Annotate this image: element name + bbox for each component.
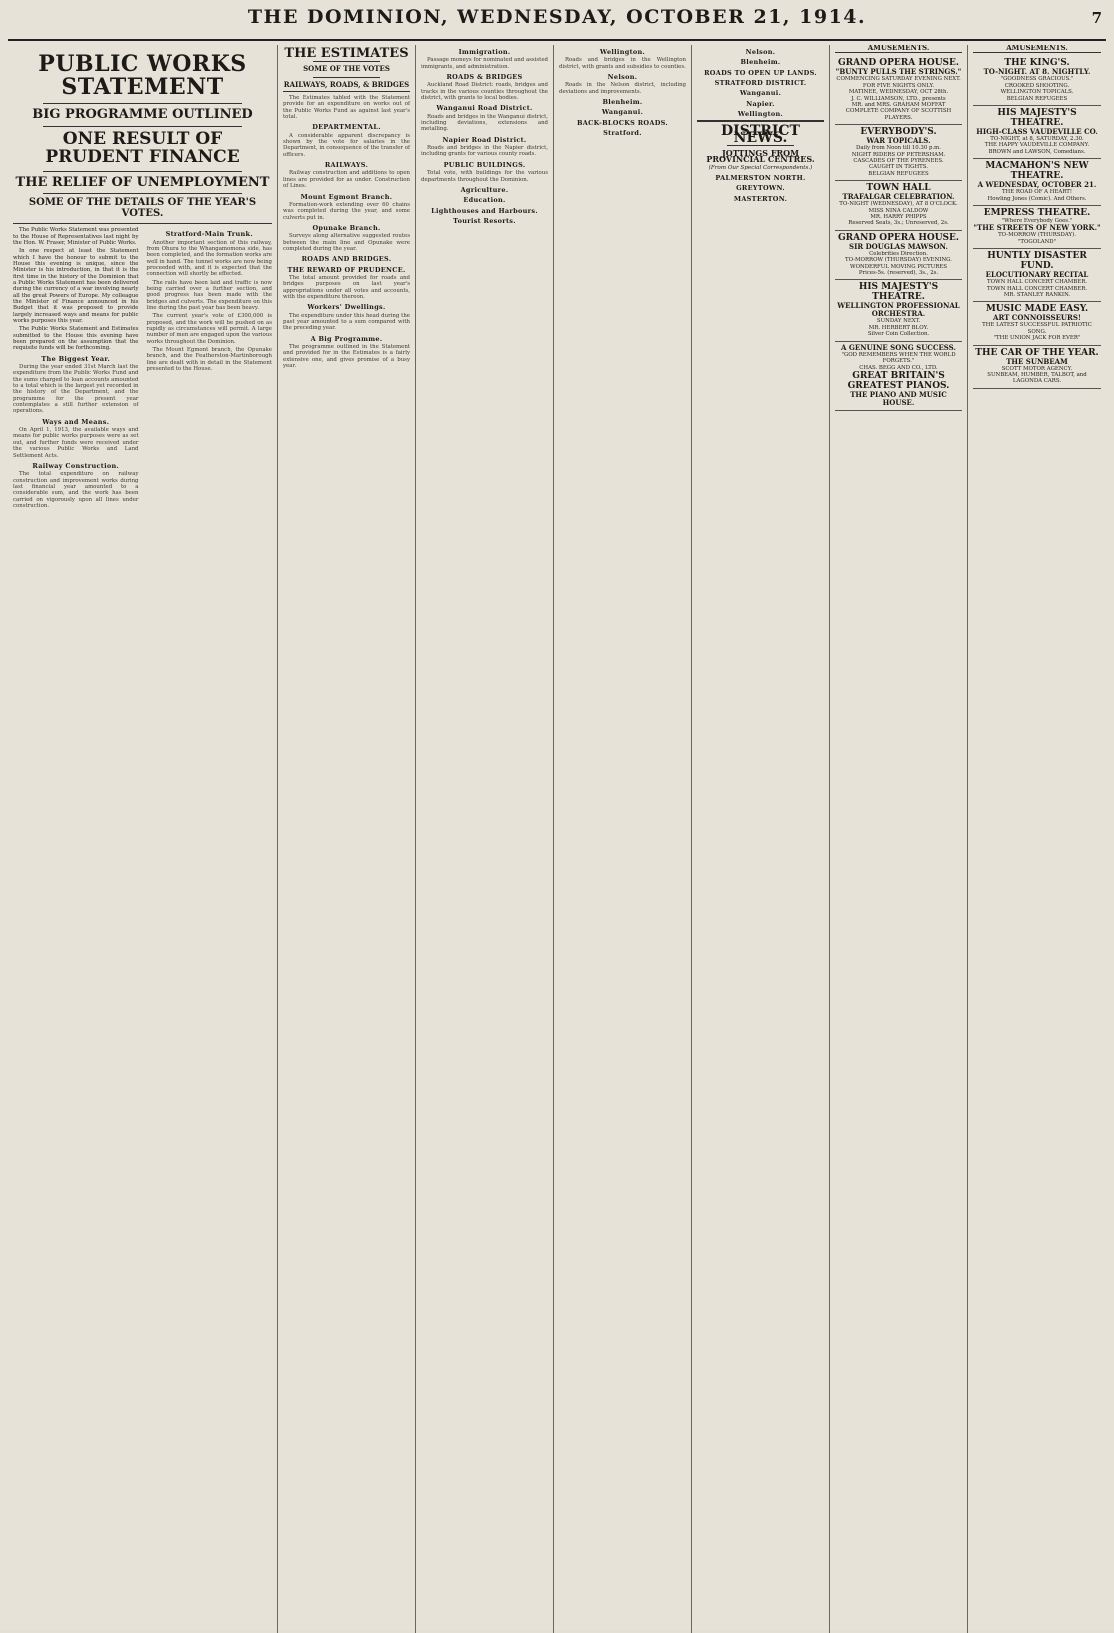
- filler-text: The Mount Egmont branch, the Opunake branch, and the Featherston-Martinborough line are dealt with in detail in the Statement presented to the House.: [146, 347, 272, 373]
- section-heading: Wanganui Road District.: [436, 104, 533, 113]
- article-paragraph: The Public Works Statement and Estimates submitted to the House this evening have been prepared on the assumption that the requisite funds will be forthcoming.: [13, 326, 139, 352]
- filler-text: The total amount provided for roads and bridges purposes on last year's appropriations under all votes and accounts, with the expenditure thereon.: [283, 274, 410, 300]
- columns: [8, 45, 1106, 1633]
- filler-text: A considerable apparent discrepancy is shown by the vote for salaries in the Department, in consequence of the transfer of officers.: [283, 132, 410, 158]
- article-subhead-3: THE RELIEF OF UNEMPLOYMENT: [15, 174, 270, 190]
- masthead-title: THE DOMINION, WEDNESDAY, OCTOBER 21, 1914.: [247, 6, 867, 28]
- section-heading: GREYTOWN.: [736, 184, 785, 193]
- article-paragraph: The Public Works Statement was presented to the House of Representatives last night by the Hon. W. Fraser, Minister of Public Works.: [13, 227, 139, 246]
- section-heading: Wellington.: [599, 48, 646, 56]
- advertisement: GRAND OPERA HOUSE. SIR DOUGLAS MAWSON. Celebrities Direction. TO-MORROW (THURSDAY) EVENING. WONDERFUL MOVING PICTURES Prices-5s. (reserved), 3s., 2s.: [835, 231, 962, 281]
- filler-text: Roads and bridges in the Napier district, including grants for various county roads.: [421, 145, 548, 158]
- filler-text: During the year ended 31st March last the expenditure from the Public Works Fund and the sums charged to loan accounts amounted to a total which is the largest yet recorded in the history of the Department, and the programme for the present year contemplates a still further extension of operations.: [13, 364, 139, 415]
- advertisement: TOWN HALL TRAFALGAR CELEBRATION. TO-NIGHT (WEDNESDAY), AT 8 O'CLOCK. MISS NINA CALDOW MR. HARRY PHIPPS Reserved Seats, 3s.; Unreserved, 2s.: [835, 181, 962, 231]
- amusements-heading: AMUSEMENTS.: [973, 45, 1101, 53]
- section-heading: DEPARTMENTAL.: [312, 123, 381, 132]
- section-heading: Workers' Dwellings.: [307, 303, 386, 312]
- advertisement: HUNTLY DISASTER FUND. ELOCUTIONARY RECITAL TOWN HALL CONCERT CHAMBER. TOWN HALL CONCERT CHAMBER. MR. STANLEY RANKIN.: [973, 249, 1101, 302]
- advertisement: A GENUINE SONG SUCCESS. "GOD REMEMBERS WHEN THE WORLD FORGETS." CHAS. BEGG AND CO., LTD. GREAT BRITAIN'S GREATEST PIANOS. THE PIANO AND MUSIC HOUSE.: [835, 342, 962, 411]
- roads-column: [554, 45, 692, 1633]
- article-subhead-4: SOME OF THE DETAILS OF THE YEAR'S VOTES.: [28, 197, 257, 219]
- amusements-heading: AMUSEMENTS.: [835, 45, 962, 53]
- section-heading: Agriculture.: [460, 185, 509, 194]
- section-heading: Wanganui.: [739, 89, 782, 98]
- article-subhead-2: ONE RESULT OF PRUDENT FINANCE: [45, 128, 240, 167]
- section-heading: The Biggest Year.: [41, 354, 111, 363]
- district-news-credit: (From Our Special Correspondents.): [708, 164, 813, 171]
- filler-text: Passage moneys for nominated and assisted immigrants, and administration.: [421, 57, 548, 70]
- section-heading: PALMERSTON NORTH.: [715, 174, 806, 183]
- column-subheading: SOME OF THE VOTES: [303, 64, 390, 74]
- filler-text: Railway construction and additions to open lines are provided for as under. Construction of Lines.: [283, 170, 410, 190]
- main-article: [8, 45, 278, 1633]
- section-heading: Blenheim.: [602, 98, 643, 107]
- filler-text: Surveys along alternative suggested routes between the main line and Opunake were completed during the year.: [283, 233, 410, 252]
- page-number: 7: [1091, 9, 1102, 27]
- filler-text: On April 1, 1913, the available ways and means for public works purposes were as set out, and further funds were received under the various Public Works and Land Settlement Acts.: [13, 427, 139, 459]
- advertisement: GRAND OPERA HOUSE. "BUNTY PULLS THE STRINGS." COMMENCING SATURDAY EVENING NEXT. FOR FIVE NIGHTS ONLY. MATINEE, WEDNESDAY, OCT 28th. J. C. WILLIAMSON, LTD., presents MR. and MRS. GRAHAM MOFFAT COMPLETE COMPANY OF SCOTTISH PLAYERS.: [835, 56, 962, 125]
- section-heading: Railway Construction.: [32, 461, 120, 470]
- section-heading: ROADS & BRIDGES: [446, 73, 523, 82]
- amusements-column-2: [968, 45, 1106, 1633]
- article-subhead-1: BIG PROGRAMME OUTLINED: [32, 107, 253, 123]
- district-news-subtitle: JOTTINGS FROM PROVINCIAL CENTRES.: [706, 148, 815, 165]
- filler-text: The rails have been laid and traffic is now being carried over a further section, and good progress has been made with the bridges and culverts. The expenditure on this line during the past year has been heavy.: [146, 279, 272, 311]
- section-heading: PUBLIC BUILDINGS.: [443, 160, 526, 169]
- district-news-title: DISTRICT NEWS.: [721, 123, 800, 146]
- advertisement: THE KING'S. TO-NIGHT. AT 8. NIGHTLY. "GOODNESS GRACIOUS." CROOKED SHOOTING. WELLINGTON TOPICALS. BELGIAN REFUGEES: [973, 56, 1101, 106]
- advertisement: HIS MAJESTY'S THEATRE. WELLINGTON PROFESSIONAL ORCHESTRA. SUNDAY NEXT. MR. HERBERT BLOY. Silver Coin Collection.: [835, 280, 962, 341]
- section-heading: Stratford-Main Trunk.: [165, 230, 253, 239]
- section-heading: Napier Road District.: [442, 135, 527, 144]
- article-paragraph: In one respect at least the Statement which I have the honour to submit to the House this evening is unique, since the Minister is his introduction, in that it is the first time in the history of the Dominion that a Public Works Statement has been delivered during the currency of a war involving nearly all the great Powers of Europe. My colleague the Minister of Finance announced in his Budget that it was proposed to provide largely increased ways and means for public works purposes this year.: [13, 248, 139, 324]
- filler-text: Total vote, with buildings for the various departments throughout the Dominion.: [421, 170, 548, 183]
- filler-text: Roads in the Nelson district, including deviations and improvements.: [559, 82, 686, 95]
- advertisement: THE CAR OF THE YEAR. THE SUNBEAM SCOTT MOTOR AGENCY. SUNBEAM, HUMBER, TALBOT, and LAGONDA CARS.: [973, 346, 1101, 389]
- section-heading: Tourist Resorts.: [453, 216, 516, 225]
- section-heading: STRATFORD DISTRICT.: [714, 79, 807, 88]
- section-heading: Wanganui.: [601, 108, 644, 117]
- section-heading: A Big Programme.: [310, 334, 383, 343]
- filler-text: Another important section of this railway, from Ohura to the Whangamomona side, has been completed, and the formation works are well in hand. The tunnel works are now being proceeded with, and it is expected that the connection will shortly be effected.: [146, 239, 272, 278]
- section-heading: Nelson.: [745, 48, 776, 56]
- article-headline: PUBLIC WORKS STATEMENT: [38, 51, 247, 101]
- filler-text: Auckland Road District: roads, bridges and tracks in the various counties throughout the district, with grants to local bodies.: [421, 82, 548, 102]
- section-heading: Stratford.: [603, 129, 642, 138]
- section-heading: Opunake Branch.: [312, 223, 381, 232]
- filler-text: The current year's vote of £300,000 is proposed, and the work will be pushed on as rapidly as circumstances will permit. A large number of men are engaged upon the various works throughout the Dominion.: [146, 313, 272, 345]
- section-heading: BACK-BLOCKS ROADS.: [577, 118, 668, 127]
- section-heading: Wellington.: [737, 110, 784, 119]
- amusements-column: [830, 45, 968, 1633]
- advertisement: EVERYBODY'S. WAR TOPICALS. Daily from Noon till 10.30 p.m. NIGHT RIDERS OF PETERSHAM. CASCADES OF THE PYRENEES. CAUGHT IN TIGHTS. BELGIAN REFUGEES: [835, 125, 962, 181]
- section-heading: Lighthouses and Harbours.: [431, 206, 538, 215]
- filler-text: Roads and bridges in the Wanganui district, including deviations, extensions and metalling.: [421, 113, 548, 133]
- advertisement: MUSIC MADE EASY. ART CONNOISSEURS! THE LATEST SUCCESSFUL PATRIOTIC SONG. "THE UNION JACK FOR EVER": [973, 302, 1101, 345]
- filler-text: The Estimates tabled with the Statement provide for an expenditure on works out of the Public Works Fund as against last year's total.: [283, 95, 410, 121]
- section-heading: Blenheim.: [740, 58, 781, 67]
- section-heading: Mount Egmont Branch.: [300, 192, 393, 201]
- advertisement: EMPRESS THEATRE. "Where Everybody Goes." "THE STREETS OF NEW YORK." TO-MORROW (THURSDAY). "TOGOLAND": [973, 206, 1101, 249]
- filler-text: The programme outlined in the Statement and provided for in the Estimates is a fairly extensive one, and gives promise of a busy year.: [283, 344, 410, 370]
- filler-text: The total expenditure on railway construction and improvement works during last financial year amounted to a considerable sum, and the work has been carried on vigorously upon all lines under construction.: [13, 471, 139, 509]
- estimates-column-continued: [416, 45, 554, 1633]
- section-heading: THE REWARD OF PRUDENCE.: [287, 265, 406, 274]
- advertisement: MACMAHON'S NEW THEATRE. A WEDNESDAY, OCTOBER 21. THE ROAD OF A HEART! Howling Jones (Comic). And Others.: [973, 159, 1101, 206]
- section-heading: Ways and Means.: [42, 417, 110, 426]
- section-heading: MASTERTON.: [733, 194, 788, 203]
- section-heading: Education.: [463, 196, 506, 205]
- column-subheading: RAILWAYS, ROADS, & BRIDGES: [283, 79, 410, 89]
- section-heading: Immigration.: [458, 48, 511, 56]
- section-heading: Nelson.: [607, 73, 638, 82]
- section-heading: RAILWAYS.: [324, 161, 369, 170]
- advertisement: HIS MAJESTY'S THEATRE. HIGH-CLASS VAUDEVILLE CO. TO-NIGHT, at 8, SATURDAY, 2.30. THE HAPPY VAUDEVILLE COMPANY. BROWN and LAWSON, Comedians.: [973, 106, 1101, 159]
- section-heading: ROADS TO OPEN UP LANDS.: [704, 68, 817, 77]
- masthead: [8, 6, 1106, 41]
- estimates-column: [278, 45, 416, 1633]
- section-heading: Napier.: [746, 99, 775, 108]
- filler-text: Formation-work extending over 60 chains was completed during the year, and some culverts put in.: [283, 201, 410, 221]
- filler-text: Roads and bridges in the Wellington district, with grants and subsidies to counties.: [559, 57, 686, 70]
- district-column: [692, 45, 830, 1633]
- section-heading: ROADS AND BRIDGES.: [301, 255, 392, 264]
- filler-text: The expenditure under this head during the past year amounted to a sum compared with the preceding year.: [283, 312, 410, 332]
- column-heading: THE ESTIMATES: [284, 46, 409, 61]
